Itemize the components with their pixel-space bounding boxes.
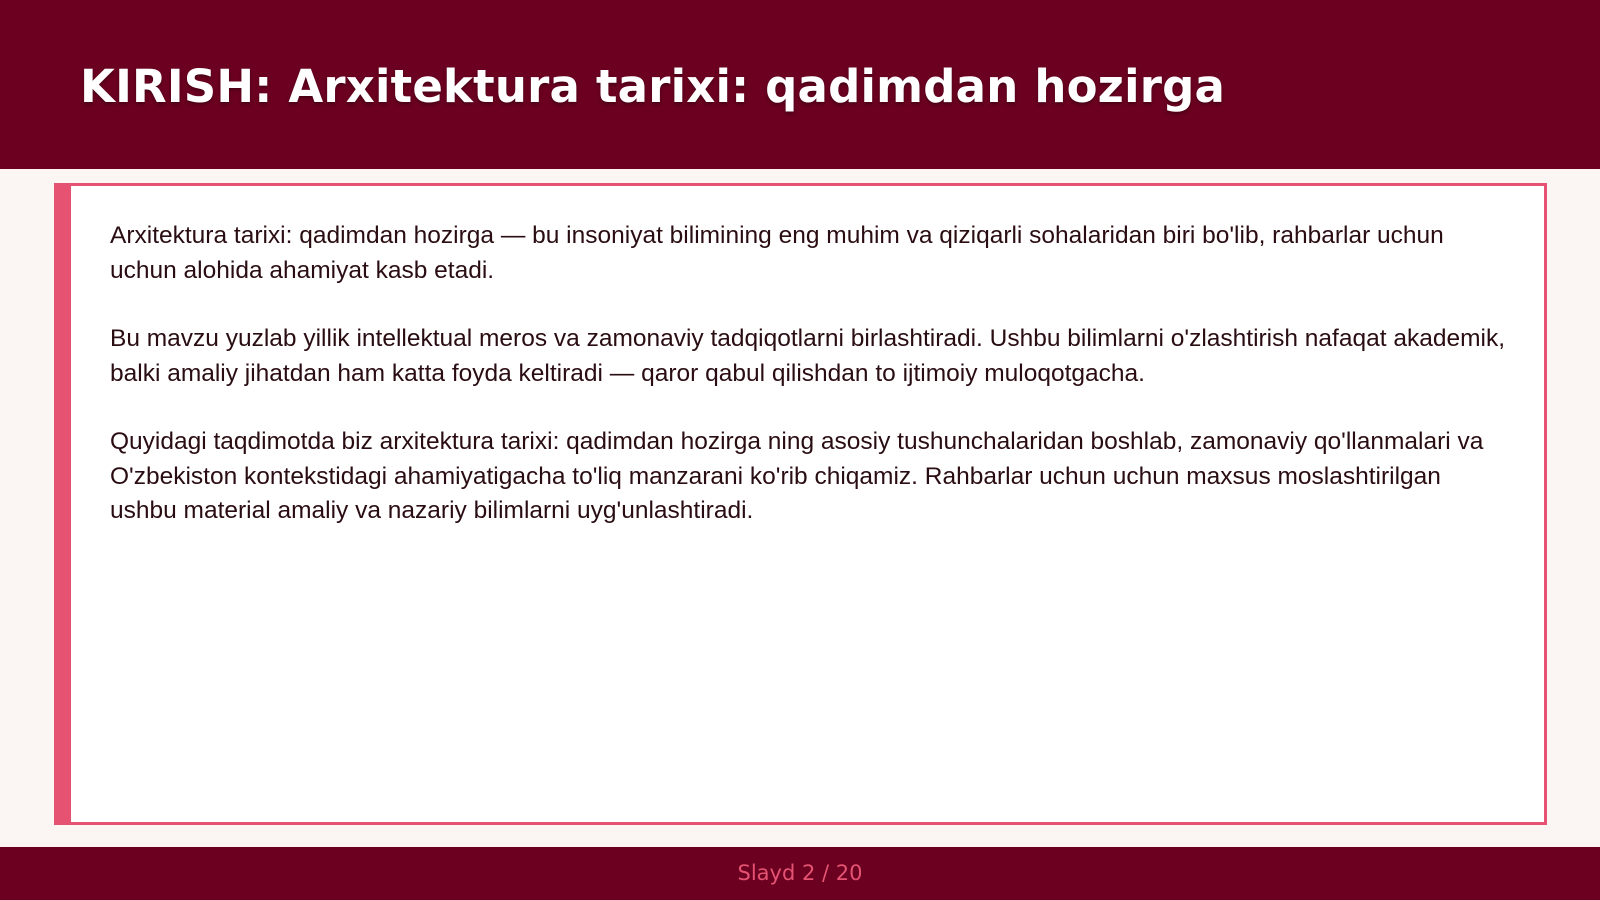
paragraph-3: Quyidagi taqdimotda biz arxitektura tarixi: qadimdan hozirga ning asosiy tushunchalaridan boshlab, zamonaviy qo'llanmalari va O'zbekiston kontekstidagi ahamiyatigacha to'liq manzarani ko'rib chiqamiz. Rahbarlar uchun uchun maxsus moslashtirilgan ushbu material amaliy va nazariy bilimlarni uyg'unlashtiradi.: [110, 428, 1484, 524]
slide-title: KIRISH: Arxitektura tarixi: qadimdan hozirga: [80, 60, 1226, 113]
slide-counter: Slayd 2 / 20: [737, 861, 863, 885]
content-card: [54, 183, 1547, 825]
paragraph-1: Arxitektura tarixi: qadimdan hozirga — bu insoniyat bilimining eng muhim va qiziqarli sohalaridan biri bo'lib, rahbarlar uchun uchun alohida ahamiyat kasb etadi.: [110, 222, 1444, 284]
paragraph-2: Bu mavzu yuzlab yillik intellektual meros va zamonaviy tadqiqotlarni birlashtiradi. Ushbu bilimlarni o'zlashtirish nafaqat akademik, balki amaliy jihatdan ham katta foyda keltiradi — qaror qabul qilishdan to ijtimoiy muloqotgacha.: [110, 325, 1506, 387]
slide-header: [0, 0, 1600, 169]
content-body: [110, 219, 1505, 563]
slide-footer: [0, 847, 1600, 900]
